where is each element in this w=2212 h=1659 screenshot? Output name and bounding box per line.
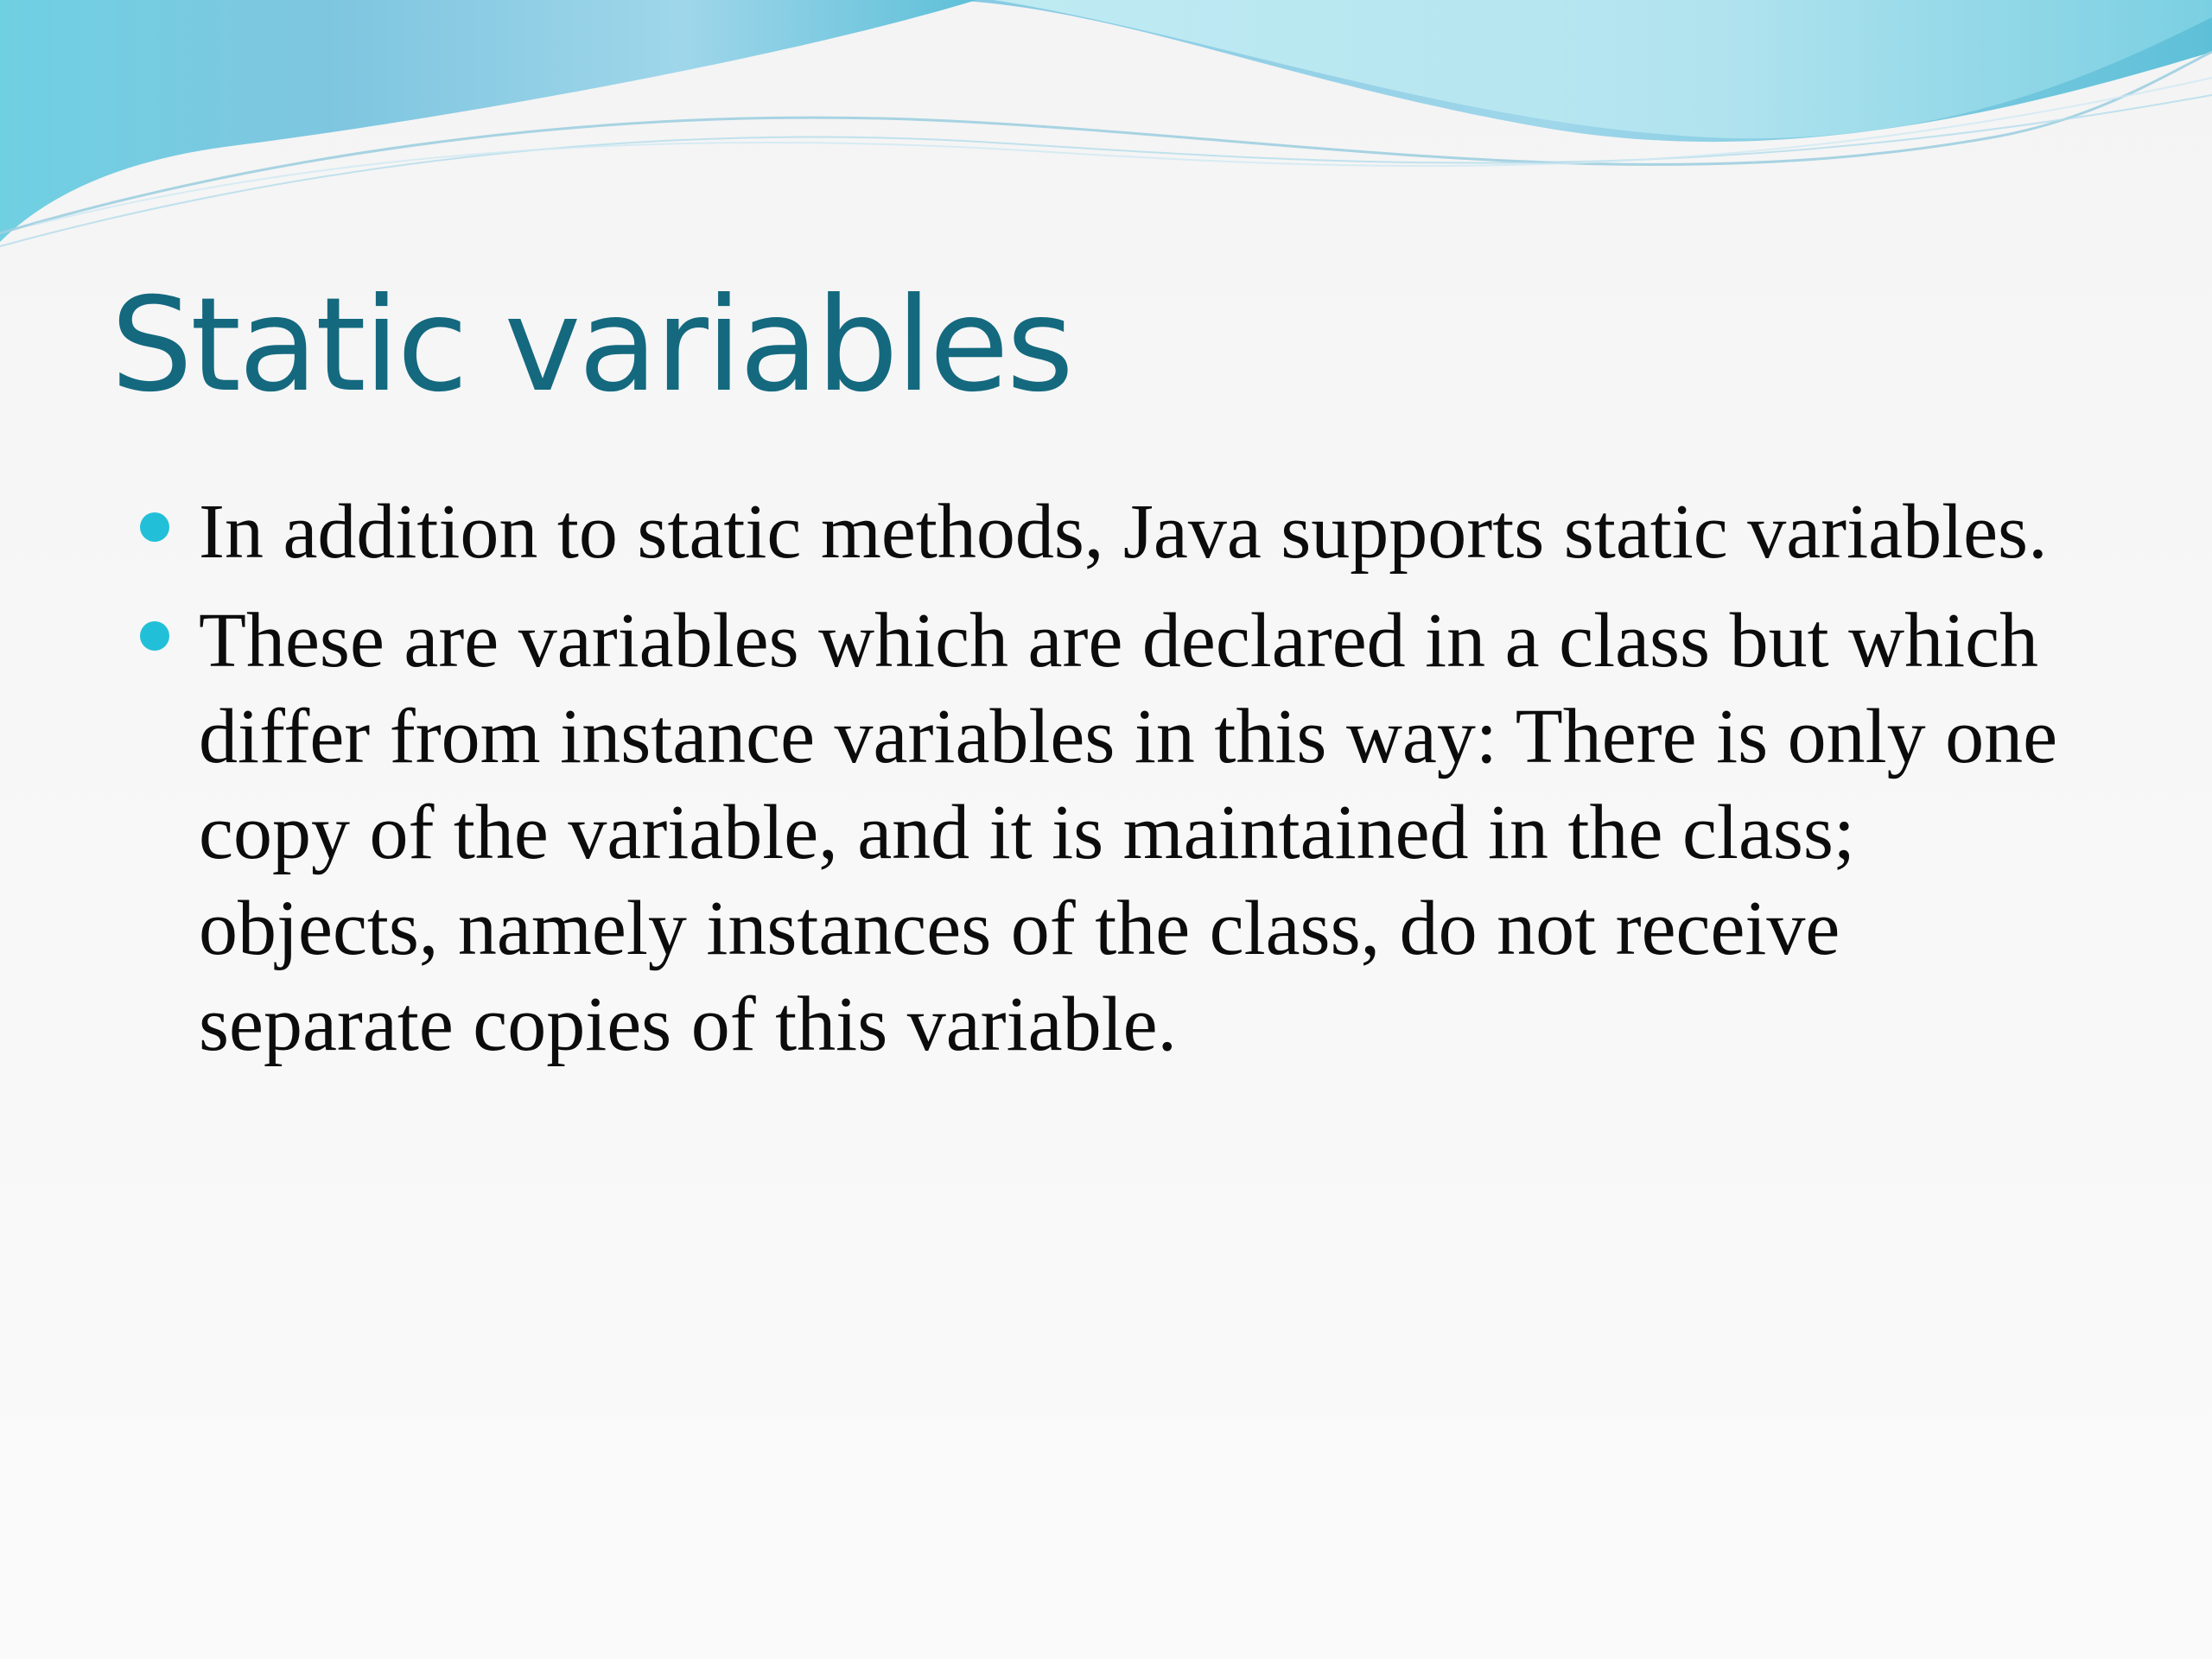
bullet-text: These are variables which are declared in a class but which differ from instance variables in this way: There is only one copy of the variable, and it is maintained in the class; objects, namely instances of the class, do not receive separate copies of this variable.: [199, 598, 2058, 1067]
header-wave-decoration: [0, 0, 2212, 259]
bullet-dot-icon: [140, 621, 169, 651]
bullet-item: [199, 484, 2100, 580]
bullet-text: In addition to static methods, Java supports static variables.: [199, 489, 2048, 575]
slide-title: Static variables: [111, 270, 1071, 421]
bullet-list: [199, 484, 2100, 1085]
bullet-dot-icon: [140, 512, 169, 542]
bullet-item: [199, 593, 2100, 1072]
